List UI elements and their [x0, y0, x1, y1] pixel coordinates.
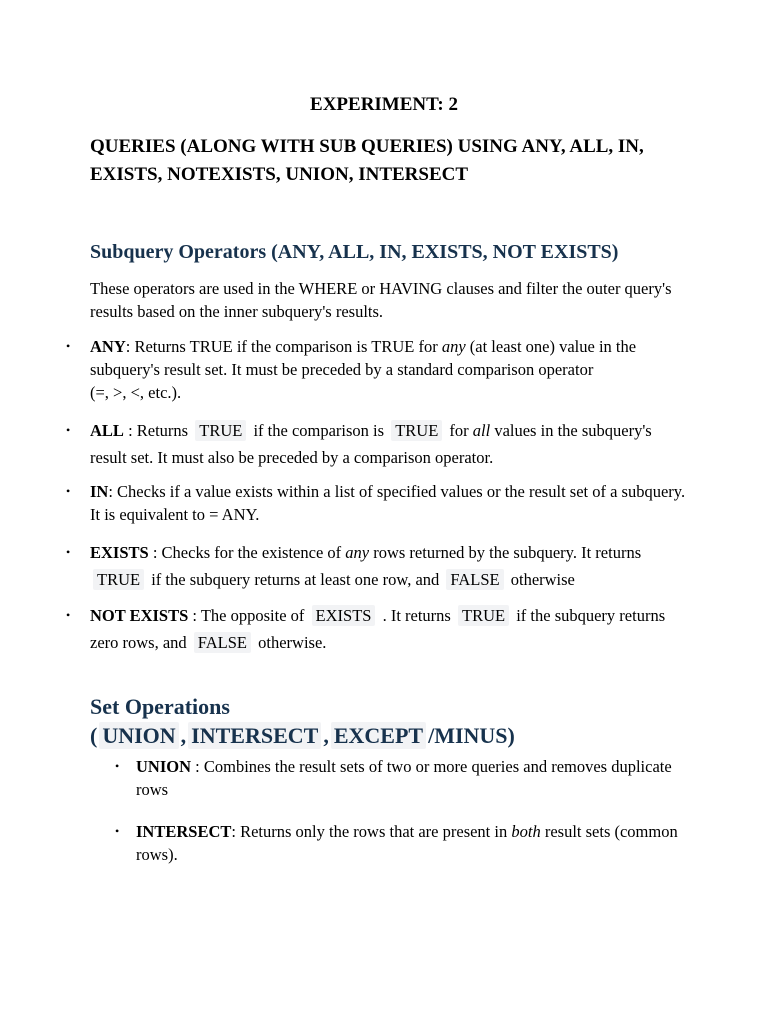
emphasis: both [511, 822, 541, 841]
term-all: ALL [90, 421, 124, 440]
text: (at least one) value in the subquery's result set. It must be preceded by a standard comparison operator [90, 337, 637, 379]
term-exists: EXISTS [90, 543, 149, 562]
term-in: IN [90, 482, 109, 501]
subquery-operators-heading: Subquery Operators (ANY, ALL, IN, EXISTS, NOT EXISTS) [90, 241, 619, 263]
text: . It returns [378, 606, 455, 625]
text: : Checks if a value exists within a list of specified values or the result set of a subquery. It is equivalent to = ANY. [90, 482, 686, 524]
text: result sets (common rows). [136, 822, 678, 864]
text: : Returns only the rows that are present in [231, 822, 512, 841]
subquery-intro-paragraph: These operators are used in the WHERE or HAVING clauses and filter the outer query's results based on the inner subquery's results. [90, 279, 672, 321]
text: if the subquery returns at least one row, and [147, 570, 444, 589]
text: : Returns [123, 421, 193, 440]
list-item-any [66, 335, 690, 404]
term-any: ANY [90, 337, 126, 356]
bullet-icon: • [115, 759, 120, 773]
text: : Returns TRUE if the comparison is TRUE for [125, 337, 442, 356]
list-item-not-exists [66, 602, 690, 656]
text: if the comparison is [249, 421, 389, 440]
text: values in the subquery's result set. It must also be preceded by a comparison operator. [90, 421, 652, 467]
bullet-icon: • [66, 545, 71, 559]
bullet-icon: • [66, 608, 71, 622]
bullet-icon: • [66, 423, 71, 437]
bullet-icon: • [66, 484, 71, 498]
set-operations-heading: Set Operations [90, 694, 230, 719]
set-operations-list [115, 755, 696, 885]
term-intersect: INTERSECT [136, 822, 232, 841]
slash: / [428, 723, 435, 748]
text: if the subquery returns zero rows, and [90, 606, 666, 652]
experiment-title: EXPERIMENT: 2 [310, 94, 458, 115]
list-item-all [66, 417, 690, 471]
emphasis: any [345, 543, 370, 562]
inline-code: TRUE [93, 569, 144, 590]
inline-code: EXISTS [312, 605, 376, 626]
inline-code: FALSE [194, 632, 251, 653]
subquery-operators-list [66, 335, 690, 665]
set-operations-subheading [90, 721, 515, 751]
inline-code: FALSE [446, 569, 503, 590]
text-minus: MINUS [434, 723, 508, 748]
list-item-intersect [115, 820, 696, 866]
bullet-icon: • [115, 824, 120, 838]
text: (=, >, <, etc.). [90, 383, 182, 402]
text: : Combines the result sets of two or more queries and removes duplicate rows [136, 757, 672, 799]
emphasis: all [472, 421, 491, 440]
text: : The opposite of [188, 606, 309, 625]
emphasis: any [441, 337, 466, 356]
inline-code-intersect: INTERSECT [188, 722, 321, 749]
text: otherwise [506, 570, 575, 589]
separator: , [323, 723, 329, 748]
separator: , [180, 723, 187, 748]
text: rows returned by the subquery. It returns [369, 543, 642, 562]
inline-code: TRUE [458, 605, 509, 626]
list-item-union [115, 755, 696, 801]
list-item-in [66, 480, 690, 526]
term-not-exists: NOT EXISTS [90, 606, 189, 625]
inline-code: TRUE [391, 420, 442, 441]
close-paren: ) [507, 723, 515, 748]
text: otherwise. [254, 633, 327, 652]
inline-code: TRUE [195, 420, 246, 441]
text: : Checks for the existence of [148, 543, 346, 562]
term-union: UNION [136, 757, 192, 776]
inline-code-except: EXCEPT [331, 722, 426, 749]
bullet-icon: • [66, 339, 71, 353]
open-paren: ( [90, 723, 98, 748]
inline-code-union: UNION [99, 722, 178, 749]
text: for [445, 421, 473, 440]
main-heading: QUERIES (ALONG WITH SUB QUERIES) USING ANY, ALL, IN, EXISTS, NOTEXISTS, UNION, INTERSECT [90, 136, 644, 185]
list-item-exists [66, 539, 690, 593]
